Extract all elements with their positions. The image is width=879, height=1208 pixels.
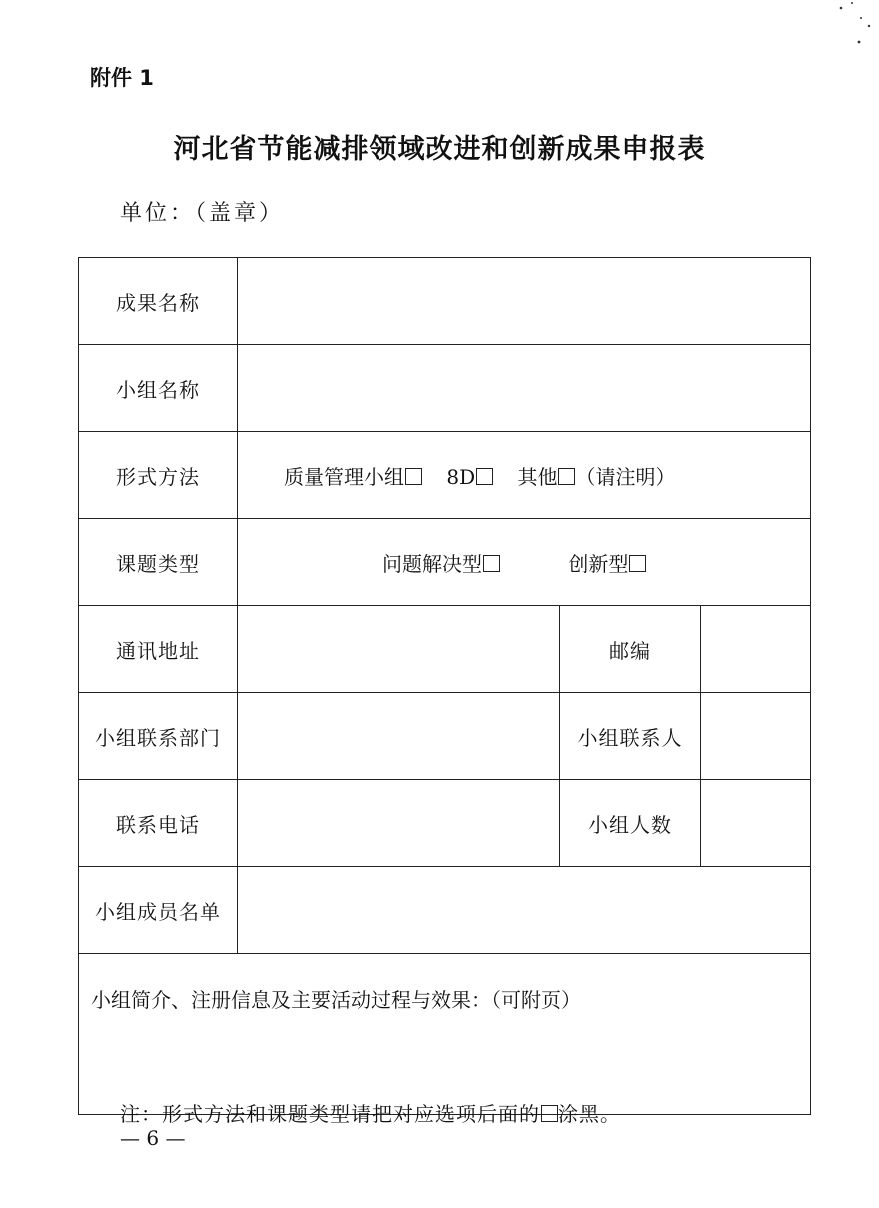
application-form-table: [78, 257, 811, 1115]
member-list-field[interactable]: [238, 867, 811, 954]
row-method: [79, 432, 811, 519]
contact-person-label: 小组联系人: [560, 693, 701, 780]
achievement-name-label: 成果名称: [79, 258, 238, 345]
row-group-name: [79, 345, 811, 432]
checkbox-symbol-icon: [541, 1105, 558, 1122]
method-option-checkbox[interactable]: [476, 468, 493, 485]
contact-person-field[interactable]: [701, 693, 811, 780]
method-option-label: 8D: [446, 464, 476, 489]
address-label: 通讯地址: [79, 606, 238, 693]
topic-option-innovation[interactable]: [568, 552, 646, 576]
phone-field[interactable]: [238, 780, 560, 867]
address-field[interactable]: [238, 606, 560, 693]
row-intro: [79, 954, 811, 1115]
unit-stamp-line: 单位：（盖章）: [120, 201, 285, 226]
row-address: [79, 606, 811, 693]
row-topic-type: [79, 519, 811, 606]
topic-type-label: 课题类型: [79, 519, 238, 606]
dept-field[interactable]: [238, 693, 560, 780]
achievement-name-field[interactable]: [238, 258, 811, 345]
topic-option-label: 创新型: [568, 551, 629, 576]
method-option-8d[interactable]: [446, 465, 493, 489]
method-option-label: 质量管理小组: [284, 464, 404, 489]
attachment-label: 附件 1: [90, 66, 154, 90]
footnote-prefix: 注：形式方法和课题类型请把对应选项后面的: [120, 1102, 540, 1126]
method-option-other[interactable]: [517, 465, 675, 489]
intro-label: 小组简介、注册信息及主要活动过程与效果：（可附页）: [91, 988, 581, 1012]
group-name-label: 小组名称: [79, 345, 238, 432]
method-option-label: 其他: [517, 464, 558, 489]
member-count-field[interactable]: [701, 780, 811, 867]
member-count-label: 小组人数: [560, 780, 701, 867]
row-phone: [79, 780, 811, 867]
method-option-qc-group[interactable]: [284, 465, 422, 489]
member-list-label: 小组成员名单: [79, 867, 238, 954]
topic-option-problem-solving[interactable]: [382, 552, 500, 576]
phone-label: 联系电话: [79, 780, 238, 867]
intro-field[interactable]: [79, 954, 811, 1115]
footnote: [120, 1098, 621, 1127]
method-option-note: （请注明）: [575, 464, 676, 489]
topic-option-checkbox[interactable]: [629, 555, 646, 572]
row-achievement-name: [79, 258, 811, 345]
footnote-suffix: 涂黑。: [558, 1102, 621, 1126]
row-department: [79, 693, 811, 780]
page-number: — 6 —: [120, 1126, 186, 1150]
group-name-field[interactable]: [238, 345, 811, 432]
topic-option-label: 问题解决型: [382, 551, 482, 576]
topic-options-cell: [238, 519, 811, 606]
method-option-checkbox[interactable]: [405, 468, 422, 485]
postcode-field[interactable]: [701, 606, 811, 693]
topic-option-checkbox[interactable]: [483, 555, 500, 572]
method-option-checkbox[interactable]: [558, 468, 575, 485]
row-member-list: [79, 867, 811, 954]
method-options-cell: [238, 432, 811, 519]
document-title: 河北省节能减排领域改进和创新成果申报表: [173, 134, 706, 165]
postcode-label: 邮编: [560, 606, 701, 693]
scan-specks: [819, 0, 879, 60]
method-label: 形式方法: [79, 432, 238, 519]
dept-label: 小组联系部门: [79, 693, 238, 780]
